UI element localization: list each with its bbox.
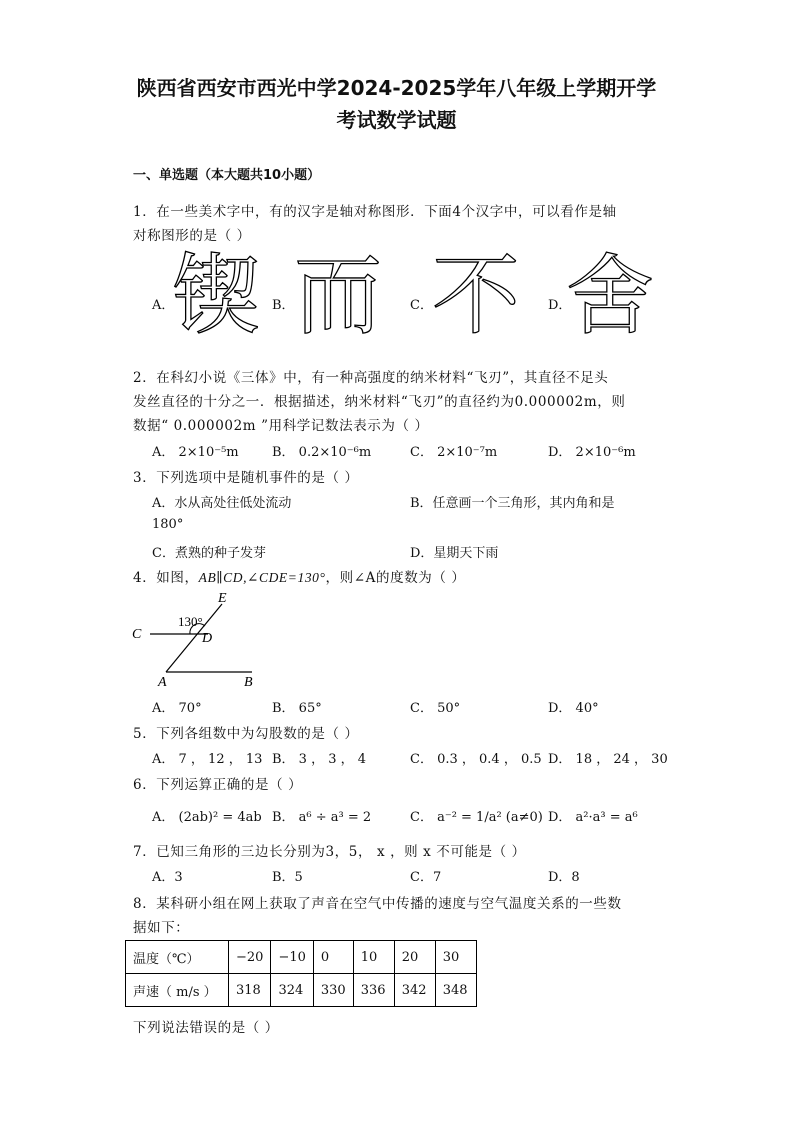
q4-stem-prefix: 4．如图， (133, 570, 199, 586)
table-cell: 330 (313, 974, 353, 1007)
q2-stem-line1: 2．在科幻小说《三体》中，有一种高强度的纳米材料“飞刃”，其直径不足头 (133, 370, 609, 386)
q7-stem: 7．已知三角形的三边长分别为3，5， x ，则 x 不可能是（ ） (133, 844, 526, 860)
q3-option-b-cont: 180° (152, 517, 184, 532)
q6-option-b: B． a⁶ ÷ a³ = 2 (272, 810, 372, 825)
table-cell: 324 (271, 974, 313, 1007)
label-d: D (202, 631, 213, 646)
q4-stem-suffix: ，则∠A的度数为（ ） (325, 570, 466, 586)
q2-stem-line3: 数据“ 0.000002m ”用科学记数法表示为（ ） (133, 418, 429, 434)
label-e: E (218, 591, 227, 606)
q3-option-c: C．煮熟的种子发芽 (152, 546, 266, 561)
q4-figure (128, 588, 268, 688)
q1-option-d-char: 舍 (566, 244, 655, 347)
table-cell: 温度（℃） (126, 941, 229, 974)
q3-stem: 3．下列选项中是随机事件的是（ ） (133, 470, 359, 486)
q3-option-a: A．水从高处往低处流动 (152, 496, 292, 511)
table-cell: 20 (394, 941, 435, 974)
q1-option-c-label: C． (410, 298, 433, 313)
table-cell: 0 (313, 941, 353, 974)
q5-option-c: C． 0.3 ， 0.4 ， 0.5 (410, 752, 542, 767)
q7-option-c: C．7 (410, 870, 442, 885)
q4-option-a: A． 70° (152, 701, 202, 716)
label-b: B (244, 675, 253, 688)
q2-option-c: C． 2×10⁻⁷m (410, 445, 498, 460)
label-a: A (158, 675, 167, 688)
q4-stem-math: AB∥CD,∠CDE=130° (198, 570, 326, 585)
section-heading: 一、单选题（本大题共10小题） (133, 168, 321, 183)
q5-option-b: B． 3 ， 3 ， 4 (272, 752, 367, 767)
table-row-temperature (126, 941, 477, 974)
page-title: 陕西省西安市西光中学2024-2025学年八年级上学期开学 (136, 76, 657, 100)
q8-stem-line2: 据如下： (133, 920, 190, 936)
table-cell: 348 (435, 974, 476, 1007)
q4-stem (133, 566, 465, 586)
table-cell: 30 (435, 941, 476, 974)
table-cell: 10 (353, 941, 394, 974)
q4-option-b: B． 65° (272, 701, 322, 716)
table-cell: 318 (229, 974, 271, 1007)
table-cell: 342 (394, 974, 435, 1007)
table-row-speed (126, 974, 477, 1007)
q1-option-a-char: 锲 (172, 244, 261, 347)
q5-stem: 5．下列各组数中为勾股数的是（ ） (133, 726, 359, 742)
label-angle: 130° (178, 614, 203, 629)
table-cell: −10 (271, 941, 313, 974)
q7-option-d: D．8 (548, 870, 580, 885)
q1-option-b-label: B． (272, 298, 295, 313)
q1-option-a-label: A． (152, 298, 175, 313)
page-title-line2: 考试数学试题 (336, 108, 457, 132)
q1-option-d-label: D． (548, 298, 572, 313)
q5-option-a: A． 7 ， 12 ， 13 (152, 752, 263, 767)
label-c: C (132, 627, 142, 642)
q5-option-d: D． 18 ， 24 ， 30 (548, 752, 668, 767)
q3-option-b: B．任意画一个三角形，其内角和是 (410, 496, 615, 511)
q6-option-a: A． (2ab)² = 4ab (152, 810, 262, 825)
q8-data-table (125, 940, 477, 1007)
q3-option-d: D．星期天下雨 (410, 546, 499, 561)
table-cell: 336 (353, 974, 394, 1007)
q2-option-b: B． 0.2×10⁻⁶m (272, 445, 372, 460)
q2-option-d: D． 2×10⁻⁶m (548, 445, 636, 460)
q1-option-c-char: 不 (432, 244, 521, 347)
q4-option-d: D． 40° (548, 701, 599, 716)
q1-option-b-char: 而 (294, 244, 383, 347)
q2-option-a: A． 2×10⁻⁵m (152, 445, 239, 460)
q6-option-c: C． a⁻² = 1/a² (a≠0) (410, 810, 543, 825)
q6-stem: 6．下列运算正确的是（ ） (133, 777, 303, 793)
q1-stem-line1: 1．在一些美术字中，有的汉字是轴对称图形．下面4个汉字中，可以看作是轴 (133, 204, 617, 220)
table-cell: 声速（ m/s ） (126, 974, 229, 1007)
q8-after-text: 下列说法错误的是（ ） (133, 1020, 279, 1036)
q7-option-a: A．3 (152, 870, 183, 885)
q2-stem-line2: 发丝直径的十分之一．根据描述，纳米材料“飞刃”的直径约为0.000002m，则 (133, 394, 626, 410)
q7-option-b: B．5 (272, 870, 303, 885)
q6-option-d: D． a²·a³ = a⁶ (548, 810, 638, 825)
q1-stem-line2: 对称图形的是（ ） (133, 228, 251, 244)
q4-option-c: C． 50° (410, 701, 461, 716)
q8-stem-line1: 8．某科研小组在网上获取了声音在空气中传播的速度与空气温度关系的一些数 (133, 896, 622, 912)
table-cell: −20 (229, 941, 271, 974)
